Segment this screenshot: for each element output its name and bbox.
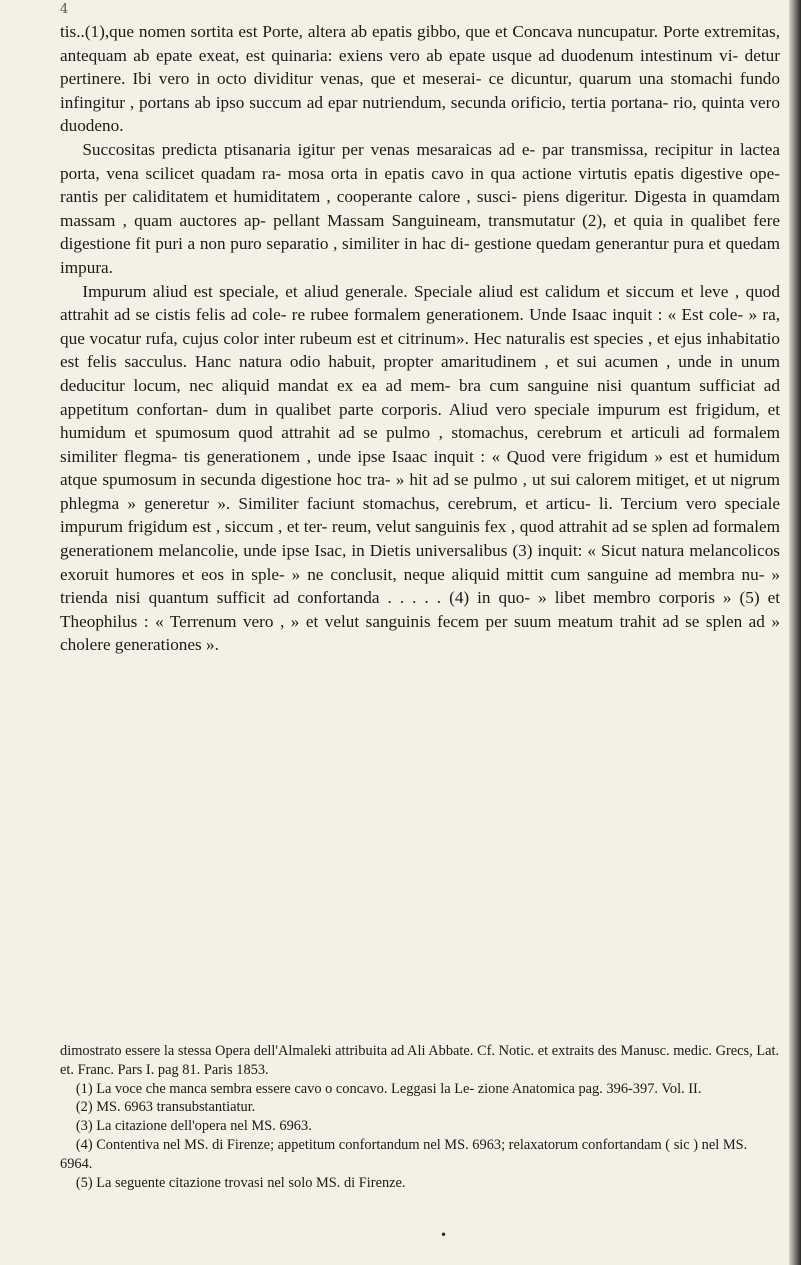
- paragraph-2: Succositas predicta ptisanaria igitur per venas mesaraicas ad e- par transmissa, recipitur in lactea porta, vena scilicet quadam ra- mosa orta in epatis cavo in qua actione virtutis epatis digestive ope- rantis per caliditatem et humiditatem , cooperante calore , susci- piens digeritur. Digesta in quamdam massam , quam auctores ap- pellant Massam Sanguineam, transmutatur (2), et quia in qualibet fere digestione fit puri a non puro separatio , similiter in hac di- gestione quedam generantur pura et quedam impura.: [60, 139, 780, 277]
- footnotes: [60, 1042, 780, 1192]
- footnote-1: (1) La voce che manca sembra essere cavo o concavo. Leggasi la Le- zione Anatomica pag. 396-397. Vol. II.: [75, 1080, 702, 1097]
- footnote-5: (5) La seguente citazione trovasi nel solo MS. di Firenze.: [75, 1174, 406, 1191]
- footnote-3: (3) La citazione dell'opera nel MS. 6963.: [75, 1118, 312, 1135]
- footnote-continuation: dimostrato essere la stessa Opera dell'Almaleki attribuita ad Ali Abbate. Cf. Notic. et extraits des Manusc. medic. Grecs, Lat. et. Franc. Pars I. pag 81. Paris 1853.: [60, 1043, 780, 1078]
- page-marker: 4: [60, 2, 69, 17]
- main-text: [60, 20, 780, 657]
- page-edge-shadow: [789, 0, 801, 1265]
- bottom-mark: •: [440, 1228, 448, 1242]
- paragraph-1: tis..(1),que nomen sortita est Porte, altera ab epatis gibbo, que et Concava nuncupatur. Porte extremitas, antequam ab epate exeat, est quinaria: exiens vero ab epate usque ad duodenum intestinum vi- detur pertinere. Ibi vero in octo dividitur venas, que et meserai- ce dicuntur, quarum una stomachi fundo infingitur , portans ab ipso succum ad epar nutriendum, secunda orificio, tertia portana- rio, quinta vero duodeno.: [60, 22, 780, 136]
- footnote-4: (4) Contentiva nel MS. di Firenze; appetitum confortandum nel MS. 6963; relaxatorum confortandam ( sic ) nel MS. 6964.: [60, 1136, 748, 1172]
- footnote-2: (2) MS. 6963 transubstantiatur.: [75, 1099, 256, 1116]
- paragraph-3: Impurum aliud est speciale, et aliud generale. Speciale aliud est calidum et siccum et leve , quod attrahit ad se cistis felis ad cole- re rubee formalem generationem. Unde Isaac inquit : « Est cole- » ra, que vocatur rufa, cujus color inter rubeum est et citrinum». Hec naturalis est species , et ejus inhabitatio est felis sacculus. Hanc natura odio habuit, propter amaritudinem , et sui acumen , unde in unum deducitur locum, nec aliquid mandat ex ea ad mem- bra cum sanguine nisi quantum sufficiat ad appetitum confortan- dum in qualibet parte corporis. Aliud vero speciale impurum est frigidum, et humidum et spumosum quod attrahit ad se pulmo , stomachus, cerebrum et articuli ad formalem similiter flegma- tis generationem , unde ipse Isaac inquit : « Quod vere frigidum » est et humidum atque spumosum in secunda digestione hoc tra- » hit ad se pulmo , ut sui calorem mitiget, et ut nigrum phlegma » generetur ». Similiter faciunt stomachus, cerebrum, et articu- li. Tercium vero speciale impurum frigidum est , siccum , et ter- reum, velut sanguinis fex , quod attrahit ad se splen ad formalem generationem melancolie, unde ipse Isac, in Dietis universalibus (3) inquit: « Sicut natura melancolicos exoruit humores et eos in sple- » ne conclusit, neque aliquid mittit cum sanguine ad membra nu- » trienda nisi quantum sufficit ad confortanda . . . . . (4) in quo- » libet membro corporis » (5) et Theophilus : « Terrenum vero , » et velut sanguinis fecem per suum meatum trahit ad se splen ad » cholere generationes ».: [60, 281, 780, 655]
